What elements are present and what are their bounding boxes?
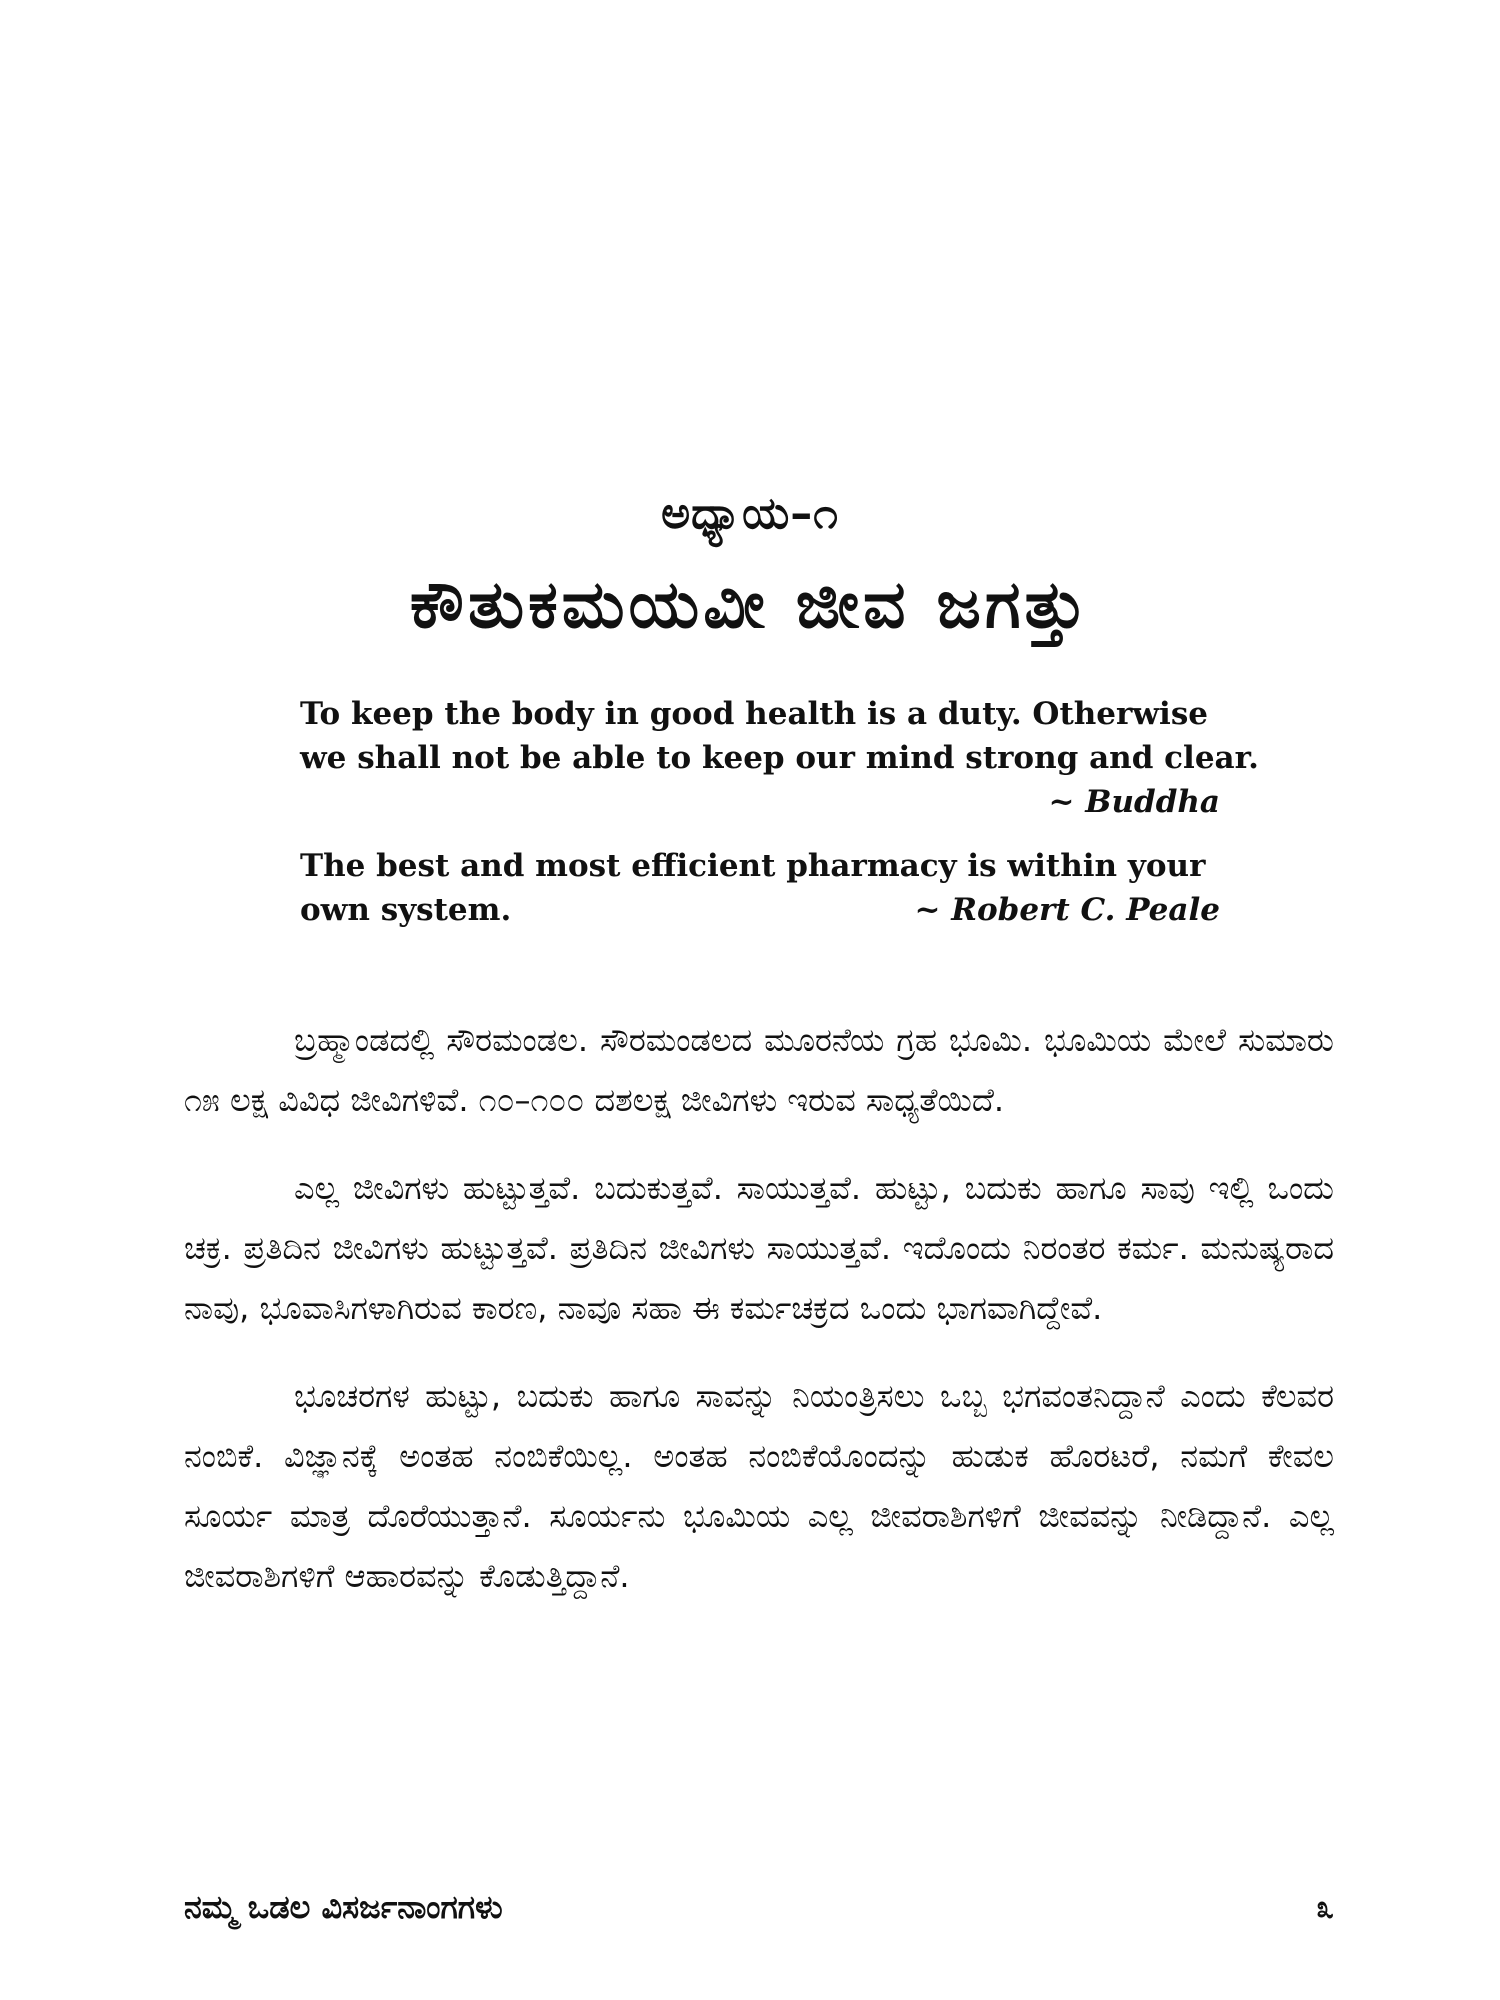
chapter-title: ಕೌತುಕಮಯವೀ ಜೀವ ಜಗತ್ತು — [409, 566, 1091, 643]
quote-line: The best and most efficient pharmacy is within your — [300, 848, 1206, 884]
quote-line: To keep the body in good health is a duty. Otherwise — [300, 696, 1208, 732]
page-number: ೩ — [1316, 1888, 1334, 1926]
page-footer — [184, 1888, 1334, 1927]
epigraph-quotes — [300, 692, 1259, 952]
quote-attribution: ~ Robert C. Peale — [914, 892, 1220, 928]
quote-peale — [300, 844, 1220, 932]
footer-book-title: ನಮ್ಮ ಒಡಲ ವಿಸರ್ಜನಾಂಗಗಳು — [184, 1888, 503, 1926]
quote-buddha — [300, 692, 1259, 824]
paragraph: ಭೂಚರಗಳ ಹುಟ್ಟು, ಬದುಕು ಹಾಗೂ ಸಾವನ್ನು ನಿಯಂತ್ರಿಸಲು ಒಬ್ಬ ಭಗವಂತನಿದ್ದಾನೆ ಎಂದು ಕೆಲವರ ನಂಬಿಕೆ. ವಿಜ್ಞಾನಕ್ಕೆ ಅಂತಹ ನಂಬಿಕೆಯಿಲ್ಲ. ಅಂತಹ ನಂಬಿಕೆಯೊಂದನ್ನು ಹುಡುಕ ಹೊರಟರೆ, ನಮಗೆ ಕೇವಲ ಸೂರ್ಯ ಮಾತ್ರ ದೊರೆಯುತ್ತಾನೆ. ಸೂರ್ಯನು ಭೂಮಿಯ ಎಲ್ಲ ಜೀವರಾಶಿಗಳಿಗೆ ಜೀವವನ್ನು ನೀಡಿದ್ದಾನೆ. ಎಲ್ಲ ಜೀವರಾಶಿಗಳಿಗೆ ಆಹಾರವನ್ನು ಕೊಡುತ್ತಿದ್ದಾನೆ. — [184, 1377, 1334, 1595]
quote-attribution: ~ Buddha — [1048, 784, 1220, 820]
paragraph: ಬ್ರಹ್ಮಾಂಡದಲ್ಲಿ ಸೌರಮಂಡಲ. ಸೌರಮಂಡಲದ ಮೂರನೆಯ ಗ್ರಹ ಭೂಮಿ. ಭೂಮಿಯ ಮೇಲೆ ಸುಮಾರು ೧೫ ಲಕ್ಷ ವಿವಿಧ ಜೀವಿಗಳಿವೆ. ೧೦–೧೦೦ ದಶಲಕ್ಷ ಜೀವಿಗಳು ಇರುವ ಸಾಧ್ಯತೆಯಿದೆ. — [184, 1021, 1334, 1119]
quote-line: own system. — [300, 892, 512, 928]
body-text — [184, 1010, 1334, 1634]
paragraph: ಎಲ್ಲ ಜೀವಿಗಳು ಹುಟ್ಟುತ್ತವೆ. ಬದುಕುತ್ತವೆ. ಸಾಯುತ್ತವೆ. ಹುಟ್ಟು, ಬದುಕು ಹಾಗೂ ಸಾವು ಇಲ್ಲಿ ಒಂದು ಚಕ್ರ. ಪ್ರತಿದಿನ ಜೀವಿಗಳು ಹುಟ್ಟುತ್ತವೆ. ಪ್ರತಿದಿನ ಜೀವಿಗಳು ಸಾಯುತ್ತವೆ. ಇದೊಂದು ನಿರಂತರ ಕರ್ಮ. ಮನುಷ್ಯರಾದ ನಾವು, ಭೂವಾಸಿಗಳಾಗಿರುವ ಕಾರಣ, ನಾವೂ ಸಹಾ ಈ ಕರ್ಮಚಕ್ರದ ಒಂದು ಭಾಗವಾಗಿದ್ದೇವೆ. — [184, 1169, 1334, 1327]
quote-line: we shall not be able to keep our mind strong and clear. — [300, 740, 1259, 776]
quote-last-row — [300, 888, 1220, 932]
chapter-label: ಅಧ್ಯಾಯ–೧ — [661, 488, 839, 539]
